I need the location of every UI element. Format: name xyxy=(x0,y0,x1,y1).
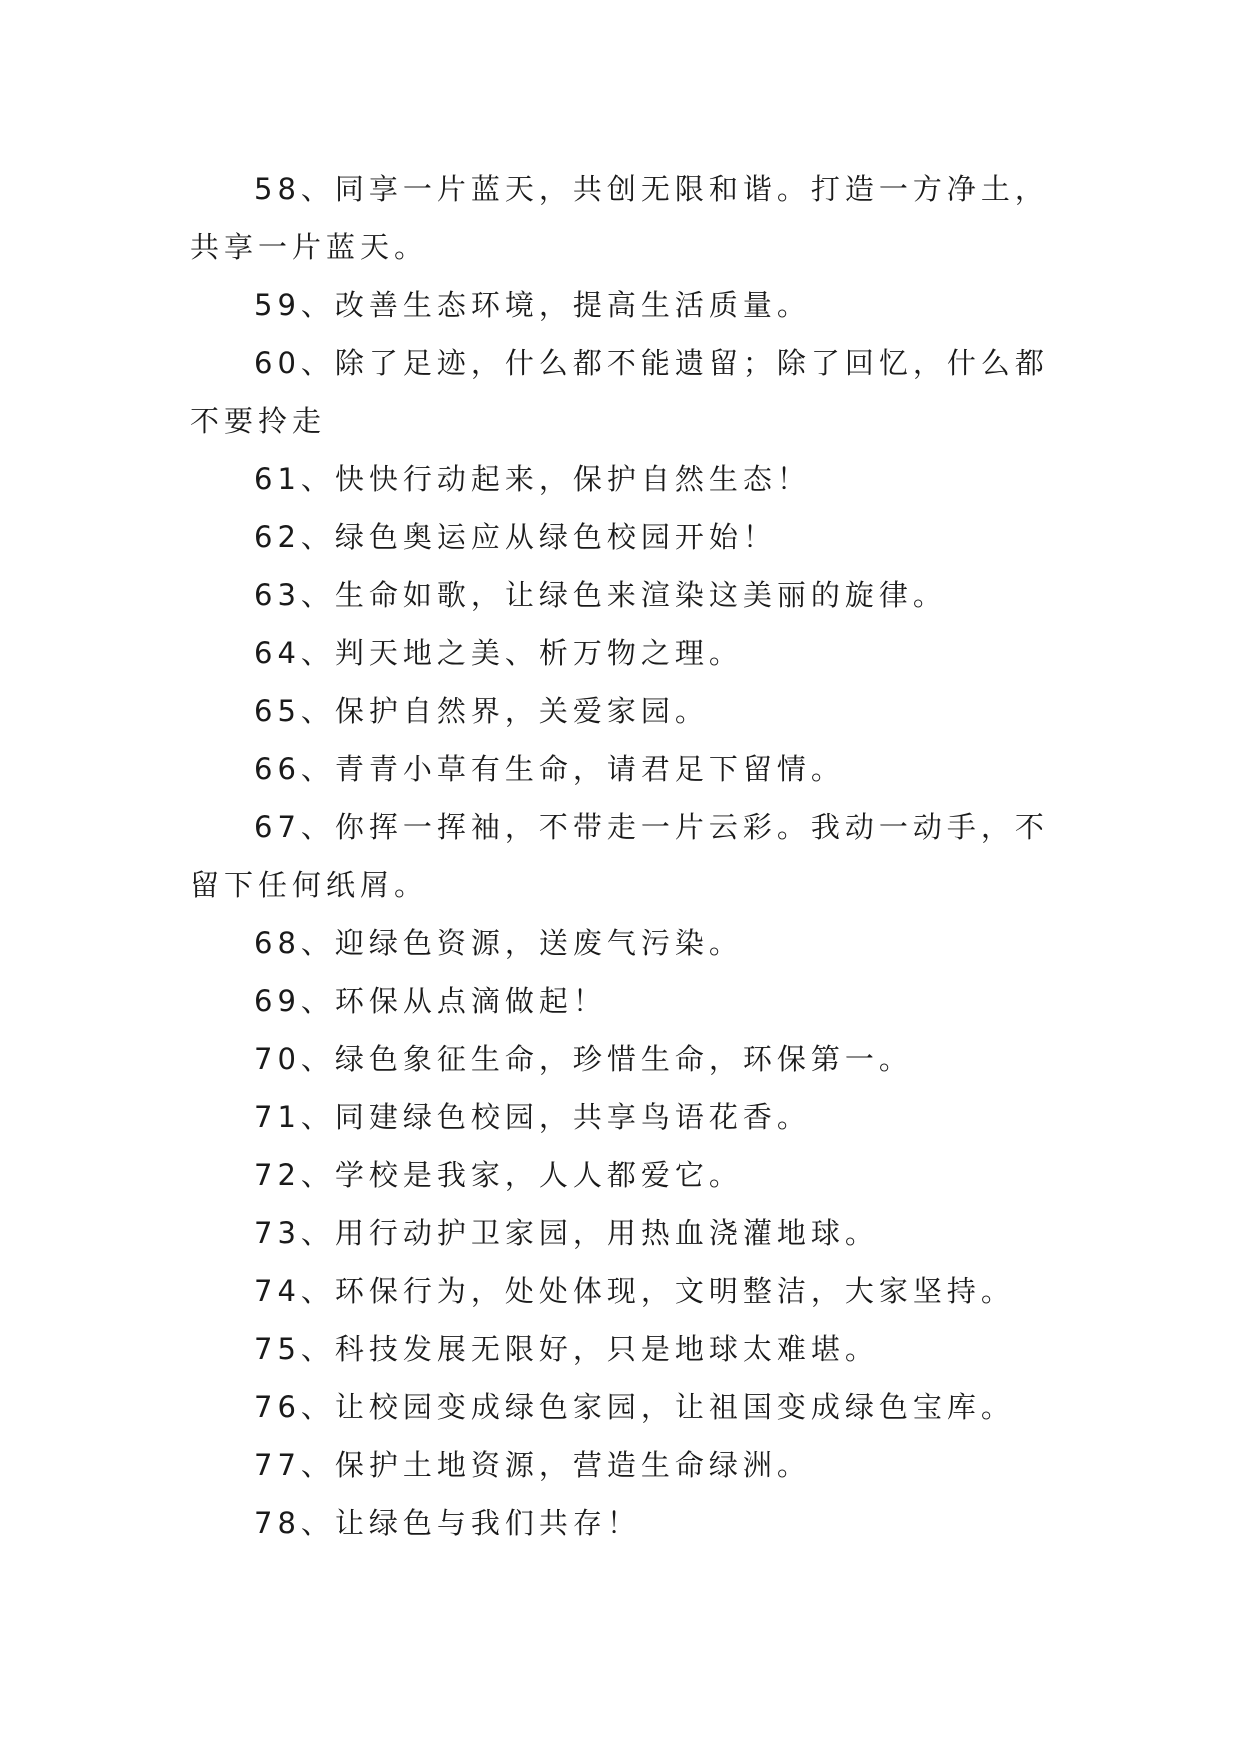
slogan-item: 69、环保从点滴做起！ xyxy=(254,984,607,1018)
slogan-item: 77、保护土地资源，营造生命绿洲。 xyxy=(254,1448,811,1482)
slogan-item: 61、快快行动起来，保护自然生态！ xyxy=(254,462,811,496)
slogan-item: 70、绿色象征生命，珍惜生命，环保第一。 xyxy=(254,1042,913,1076)
slogan-item: 78、让绿色与我们共存！ xyxy=(254,1506,641,1540)
slogan-item: 76、让校园变成绿色家园，让祖国变成绿色宝库。 xyxy=(254,1390,1015,1424)
slogan-item: 73、用行动护卫家园，用热血浇灌地球。 xyxy=(254,1216,879,1250)
slogan-item: 63、生命如歌，让绿色来渲染这美丽的旋律。 xyxy=(254,578,947,612)
slogan-item: 66、青青小草有生命，请君足下留情。 xyxy=(254,752,845,786)
slogan-item: 68、迎绿色资源，送废气污染。 xyxy=(254,926,743,960)
slogan-item: 72、学校是我家，人人都爱它。 xyxy=(254,1158,743,1192)
slogan-item: 64、判天地之美、析万物之理。 xyxy=(254,636,743,670)
slogan-item: 60、除了足迹，什么都不能遗留；除了回忆，什么都不要拎走 xyxy=(190,346,1049,438)
slogan-item: 59、改善生态环境，提高生活质量。 xyxy=(254,288,811,322)
slogan-item: 62、绿色奥运应从绿色校园开始！ xyxy=(254,520,777,554)
slogan-item: 58、同享一片蓝天，共创无限和谐。打造一方净土，共享一片蓝天。 xyxy=(190,172,1049,264)
slogan-item: 65、保护自然界，关爱家园。 xyxy=(254,694,709,728)
slogan-list xyxy=(190,160,1050,1552)
slogan-item: 71、同建绿色校园，共享鸟语花香。 xyxy=(254,1100,811,1134)
slogan-item: 74、环保行为，处处体现，文明整洁，大家坚持。 xyxy=(254,1274,1015,1308)
slogan-item: 67、你挥一挥袖，不带走一片云彩。我动一动手，不留下任何纸屑。 xyxy=(190,810,1049,902)
slogan-item: 75、科技发展无限好，只是地球太难堪。 xyxy=(254,1332,879,1366)
